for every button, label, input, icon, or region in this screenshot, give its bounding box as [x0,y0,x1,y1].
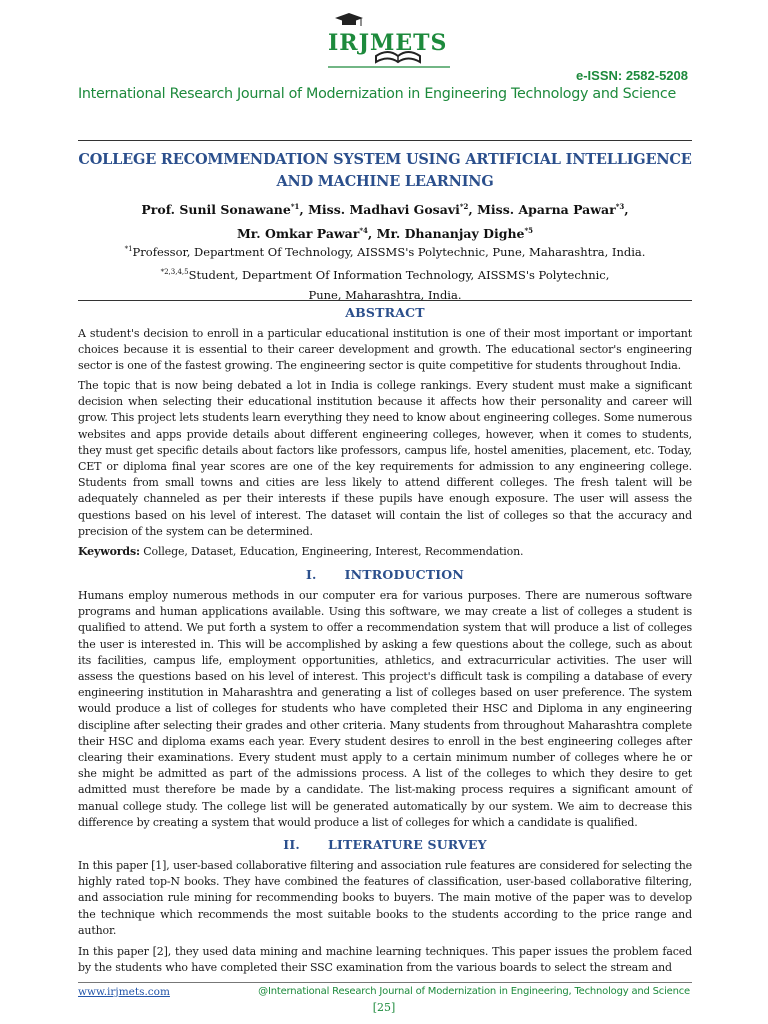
footer-divider [78,982,692,983]
keywords: Keywords: College, Dataset, Education, Engineering, Interest, Recommendation. [78,545,524,558]
literature-paragraph-1: In this paper [1], user-based collaborative filtering and association rule features are considered for selecting the highly rated top-N books. They have combined the features of classification, user-based collaborative filtering, and association rule mining for recommending books to buyers. The main motive of the paper was to develop the technique which recommends the most suitable books to the students according to the price range and author. [78,859,692,937]
literature-heading: II. LITERATURE SURVEY [283,837,487,852]
journal-name: International Research Journal of Modernization in Engineering Technology and Science [78,86,676,102]
header-divider [78,140,692,141]
affiliation-1: $^{*1}$Professor, Department Of Technology, AISSMS's Polytechnic, Pune, Maharashtra, India. [124,244,646,259]
logo-text: IRJMETS [328,30,448,56]
footer-copyright: @International Research Journal of Modernization in Engineering, Technology and Science [258,986,690,997]
page-number: [25] [372,1001,396,1014]
issn: e-ISSN: 2582-5208 [575,68,688,83]
website-link[interactable]: www.irjmets.com [78,986,170,998]
introduction-heading: I. INTRODUCTION [305,567,464,582]
abstract-paragraph-1: A student's decision to enroll in a particular educational institution is one of their most important or important choices because it is essential to their career development and growth. The educational sector's engineering sector is one of the fastest growing. The engineering sector is quite competitive for students throughout India. [78,327,692,373]
abstract-heading: ABSTRACT [345,305,425,320]
affiliation-2: $^{*2,3,4,5}$Student, Department Of Information Technology, AISSMS's Polytechnic, Pune, Maharashtra, India. [160,267,610,302]
paper-title: COLLEGE RECOMMENDATION SYSTEM USING ARTIFICIAL INTELLIGENCE AND MACHINE LEARNING [78,151,692,190]
literature-paragraph-2: In this paper [2], they used data mining and machine learning techniques. This paper issues the problem faced by the students who have completed their SSC examination from the various boards to select the stream and [78,945,692,975]
abstract-divider [78,300,692,301]
introduction-paragraph: Humans employ numerous methods in our computer era for various purposes. There are numerous software programs and human applications available. Using this software, we may create a list of colleges a student is qualified to attend. We put forth a system to offer a recommendation system that will produce a list of colleges the user is interested in. This will be accomplished by asking a few questions about the college, such as about its facilities, campus life, employment opportunities, athletics, and extracurricular activities. The user will assess the questions based on his level of interest. This project's difficult task is compiling a database of every engineering institution in Maharashtra and generating a list of colleges based on user preference. The system would produce a list of colleges for students who have completed their HSC and Diploma in any engineering discipline after selecting their grades and other criteria. Many students from throughout Maharashtra complete their HSC and diploma exams each year. Every student desires to enroll in the best engineering colleges after clearing their examinations. Every student must apply to a certain minimum number of colleges where he or she might be admitted as part of the admissions process. A list of the colleges to which they desire to get admitted must therefore be made by a candidate. The list-making process requires a significant amount of manual college study. The college list will be generated automatically by our system. We aim to decrease this difference by creating a system that would produce a list of colleges for which a candidate is qualified. [78,589,692,829]
abstract-paragraph-2: The topic that is now being debated a lot in India is college rankings. Every student must make a significant decision when selecting their educational institution because it affects how their personality and career will grow. This project lets students learn everything they need to know about engineering colleges. Some numerous websites and apps provide details about different engineering colleges, however, when it comes to students, they must get specific details about factors like professors, campus life, hostel amenities, placement, etc. Today, CET or diploma final year scores are one of the key requirements for admission to any engineering college. Students from small towns and cities are less likely to attend different colleges. The fresh talent will be adequately channeled as per their interests if these pupils have enough exposure. The user will assess the questions based on his level of interest. The dataset will contain the list of colleges so that the accuracy and precision of the system can be determined. [78,379,692,538]
authors: Prof. Sunil Sonawane$^{*1}$, Miss. Madhavi Gosavi$^{*2}$, Miss. Aparna Pawar$^{*3}$, Mr. Omkar Pawar$^{*4}$, Mr. Dhananjay Dighe$^{*5}$ [141,202,629,242]
